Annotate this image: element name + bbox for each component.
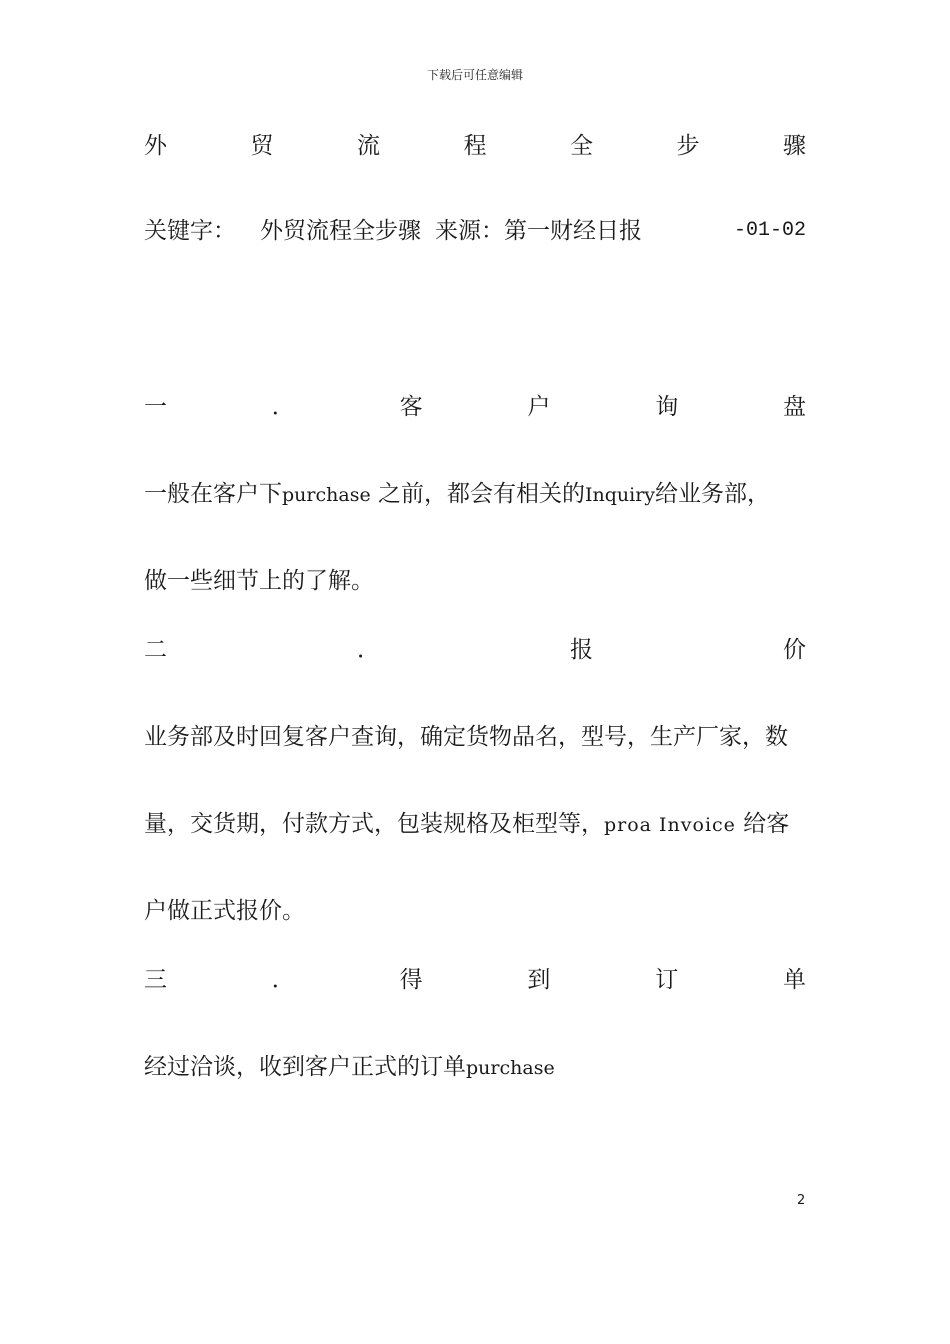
meta-line — [144, 216, 806, 246]
body-line — [144, 722, 806, 752]
title-char: 外 — [144, 133, 167, 159]
body-line — [144, 566, 806, 596]
section-heading — [144, 965, 806, 995]
section-heading — [144, 635, 806, 665]
body-text: 给客 — [735, 811, 790, 837]
heading-char: 价 — [783, 637, 806, 663]
title-char: 流 — [357, 133, 380, 159]
date: -01-02 — [733, 219, 806, 242]
heading-char: 三 — [144, 967, 167, 993]
source-label: 来源： — [435, 218, 504, 244]
heading-char: 单 — [782, 967, 806, 993]
body-line — [144, 896, 806, 926]
section-heading — [144, 392, 806, 422]
keyword-value: 外贸流程全步骤 — [260, 218, 421, 244]
body-text: 量，交货期，付款方式，包装规格及柜型等， — [144, 811, 604, 837]
title-char: 程 — [463, 133, 487, 159]
body-text: 业务部及时回复客户查询，确定货物品名，型号，生产厂家，数 — [144, 724, 788, 750]
heading-char: ． — [357, 637, 380, 663]
body-text: 做一些细节上的了解。 — [144, 568, 374, 594]
heading-char: 得 — [399, 967, 423, 993]
heading-char: ． — [271, 394, 295, 420]
page-number: 2 — [797, 1193, 806, 1208]
title-char: 全 — [570, 133, 593, 159]
body-line — [144, 809, 806, 840]
body-text: 给业务部， — [655, 481, 771, 507]
heading-char: 询 — [655, 394, 679, 420]
title-char: 骤 — [783, 133, 806, 159]
title-char: 贸 — [250, 133, 274, 159]
body-line — [144, 479, 806, 510]
body-line — [144, 1052, 806, 1083]
body-text: 之前，都会有相关的 — [370, 481, 585, 507]
source-value: 第一财经日报 — [504, 218, 642, 244]
title-char: 步 — [676, 133, 700, 159]
heading-char: ． — [271, 967, 295, 993]
heading-char: 户 — [527, 394, 551, 420]
heading-char: 报 — [570, 637, 593, 663]
body-text: 户做正式报价。 — [144, 898, 305, 924]
body-text: 经过洽谈，收到客户正式的订单 — [144, 1054, 466, 1080]
body-text: purchase — [282, 484, 371, 506]
heading-char: 盘 — [782, 394, 806, 420]
heading-char: 一 — [144, 394, 167, 420]
body-text: 一般在客户下 — [144, 481, 282, 507]
heading-char: 订 — [655, 967, 679, 993]
body-text: purchase — [466, 1057, 555, 1079]
heading-char: 二 — [144, 637, 167, 663]
body-text: Inquiry — [585, 484, 656, 506]
heading-char: 到 — [527, 967, 551, 993]
body-text: proa Invoice — [604, 814, 736, 836]
keyword-label: 关键字： — [144, 218, 236, 244]
document-title — [144, 131, 806, 161]
heading-char: 客 — [399, 394, 423, 420]
page-header: 下载后可任意编辑 — [426, 68, 523, 82]
